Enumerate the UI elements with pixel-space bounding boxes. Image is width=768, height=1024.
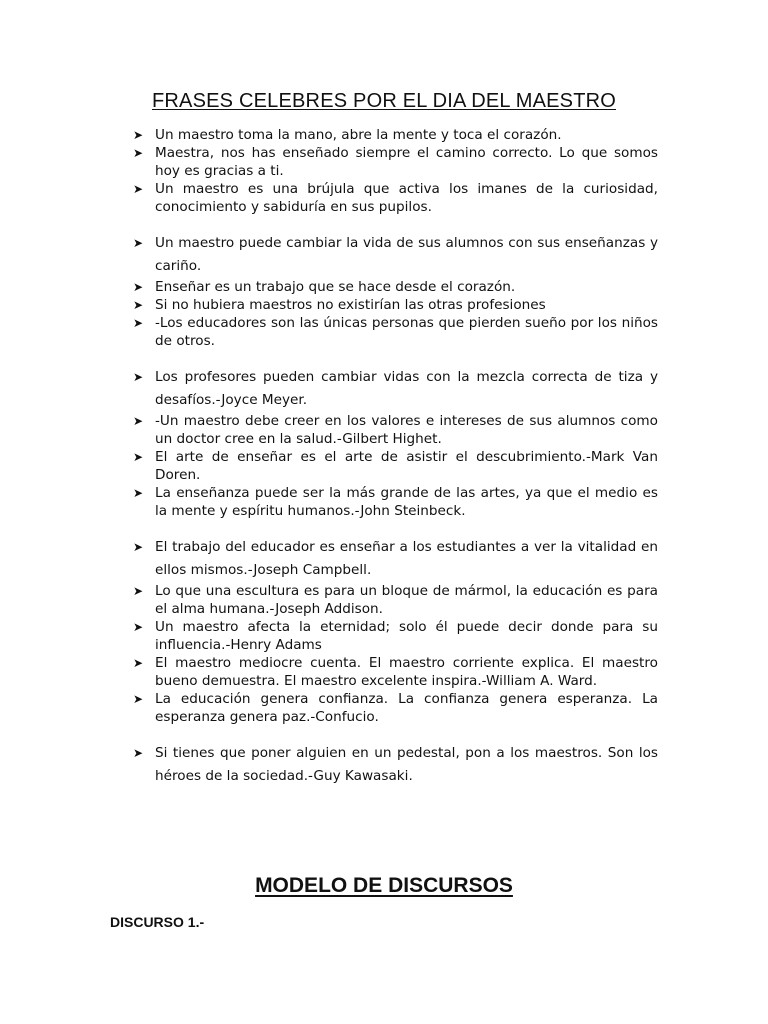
quote-item [132,126,658,144]
quote-item [132,144,658,180]
arrow-bullet-icon: ➤ [133,236,144,250]
quote-text: El maestro mediocre cuenta. El maestro corriente explica. El maestro bueno demuestra. El maestro excelente inspira.-William A. Ward. [155,655,658,689]
quote-item [132,582,658,618]
arrow-bullet-icon: ➤ [133,746,144,760]
arrow-bullet-icon: ➤ [133,620,144,634]
arrow-bullet-icon: ➤ [133,414,144,428]
quote-item [132,690,658,726]
arrow-bullet-icon: ➤ [133,370,144,384]
arrow-bullet-icon: ➤ [133,450,144,464]
quote-item [132,484,658,520]
arrow-bullet-icon: ➤ [133,298,144,312]
quote-text: El arte de enseñar es el arte de asistir el descubrimiento.-Mark Van Doren. [155,449,658,483]
quote-item [132,448,658,484]
quote-text: Un maestro afecta la eternidad; solo él puede decir donde para su influencia.-Henry Adams [155,619,658,653]
quote-item [132,742,658,788]
document-title: FRASES CELEBRES POR EL DIA DEL MAESTRO [151,90,617,112]
quote-item [132,654,658,690]
arrow-bullet-icon: ➤ [133,486,144,500]
quote-text: Un maestro puede cambiar la vida de sus alumnos con sus enseñanzas y cariño. [155,235,658,274]
quote-text: La educación genera confianza. La confianza genera esperanza. La esperanza genera paz.-Confucio. [155,691,658,725]
arrow-bullet-icon: ➤ [133,280,144,294]
quote-item [132,296,658,314]
arrow-bullet-icon: ➤ [133,656,144,670]
quote-text: -Un maestro debe creer en los valores e intereses de sus alumnos como un doctor cree en la salud.-Gilbert Highet. [155,413,658,447]
quote-text: Si no hubiera maestros no existirían las otras profesiones [155,297,546,313]
quote-item [132,366,658,412]
arrow-bullet-icon: ➤ [133,146,144,160]
quote-item [132,618,658,654]
quote-text: -Los educadores son las únicas personas que pierden sueño por los niños de otros. [155,315,658,349]
arrow-bullet-icon: ➤ [133,540,144,554]
quote-item [132,314,658,350]
arrow-bullet-icon: ➤ [133,128,144,142]
quote-item [132,412,658,448]
quote-item [132,232,658,278]
arrow-bullet-icon: ➤ [133,316,144,330]
quote-text: Si tienes que poner alguien en un pedestal, pon a los maestros. Son los héroes de la sociedad.-Guy Kawasaki. [155,745,658,784]
quote-text: Enseñar es un trabajo que se hace desde el corazón. [155,279,516,295]
quote-list [132,126,658,788]
quote-text: Un maestro es una brújula que activa los imanes de la curiosidad, conocimiento y sabiduría en sus pupilos. [155,181,658,215]
quote-item [132,536,658,582]
quote-text: Un maestro toma la mano, abre la mente y toca el corazón. [155,127,562,143]
quote-item [132,278,658,296]
arrow-bullet-icon: ➤ [133,584,144,598]
arrow-bullet-icon: ➤ [133,692,144,706]
quote-text: La enseñanza puede ser la más grande de las artes, ya que el medio es la mente y espíritu humanos.-John Steinbeck. [155,485,658,519]
quote-text: Los profesores pueden cambiar vidas con la mezcla correcta de tiza y desafíos.-Joyce Meyer. [155,369,658,408]
subsection-title: DISCURSO 1.- [110,914,205,930]
quote-text: Lo que una escultura es para un bloque de mármol, la educación es para el alma humana.-Joseph Addison. [155,583,658,617]
arrow-bullet-icon: ➤ [133,182,144,196]
quote-item [132,180,658,216]
quote-text: El trabajo del educador es enseñar a los estudiantes a ver la vitalidad en ellos mismos.-Joseph Campbell. [155,539,658,578]
section-title: MODELO DE DISCURSOS [255,874,513,897]
quote-text: Maestra, nos has enseñado siempre el camino correcto. Lo que somos hoy es gracias a ti. [155,145,658,179]
